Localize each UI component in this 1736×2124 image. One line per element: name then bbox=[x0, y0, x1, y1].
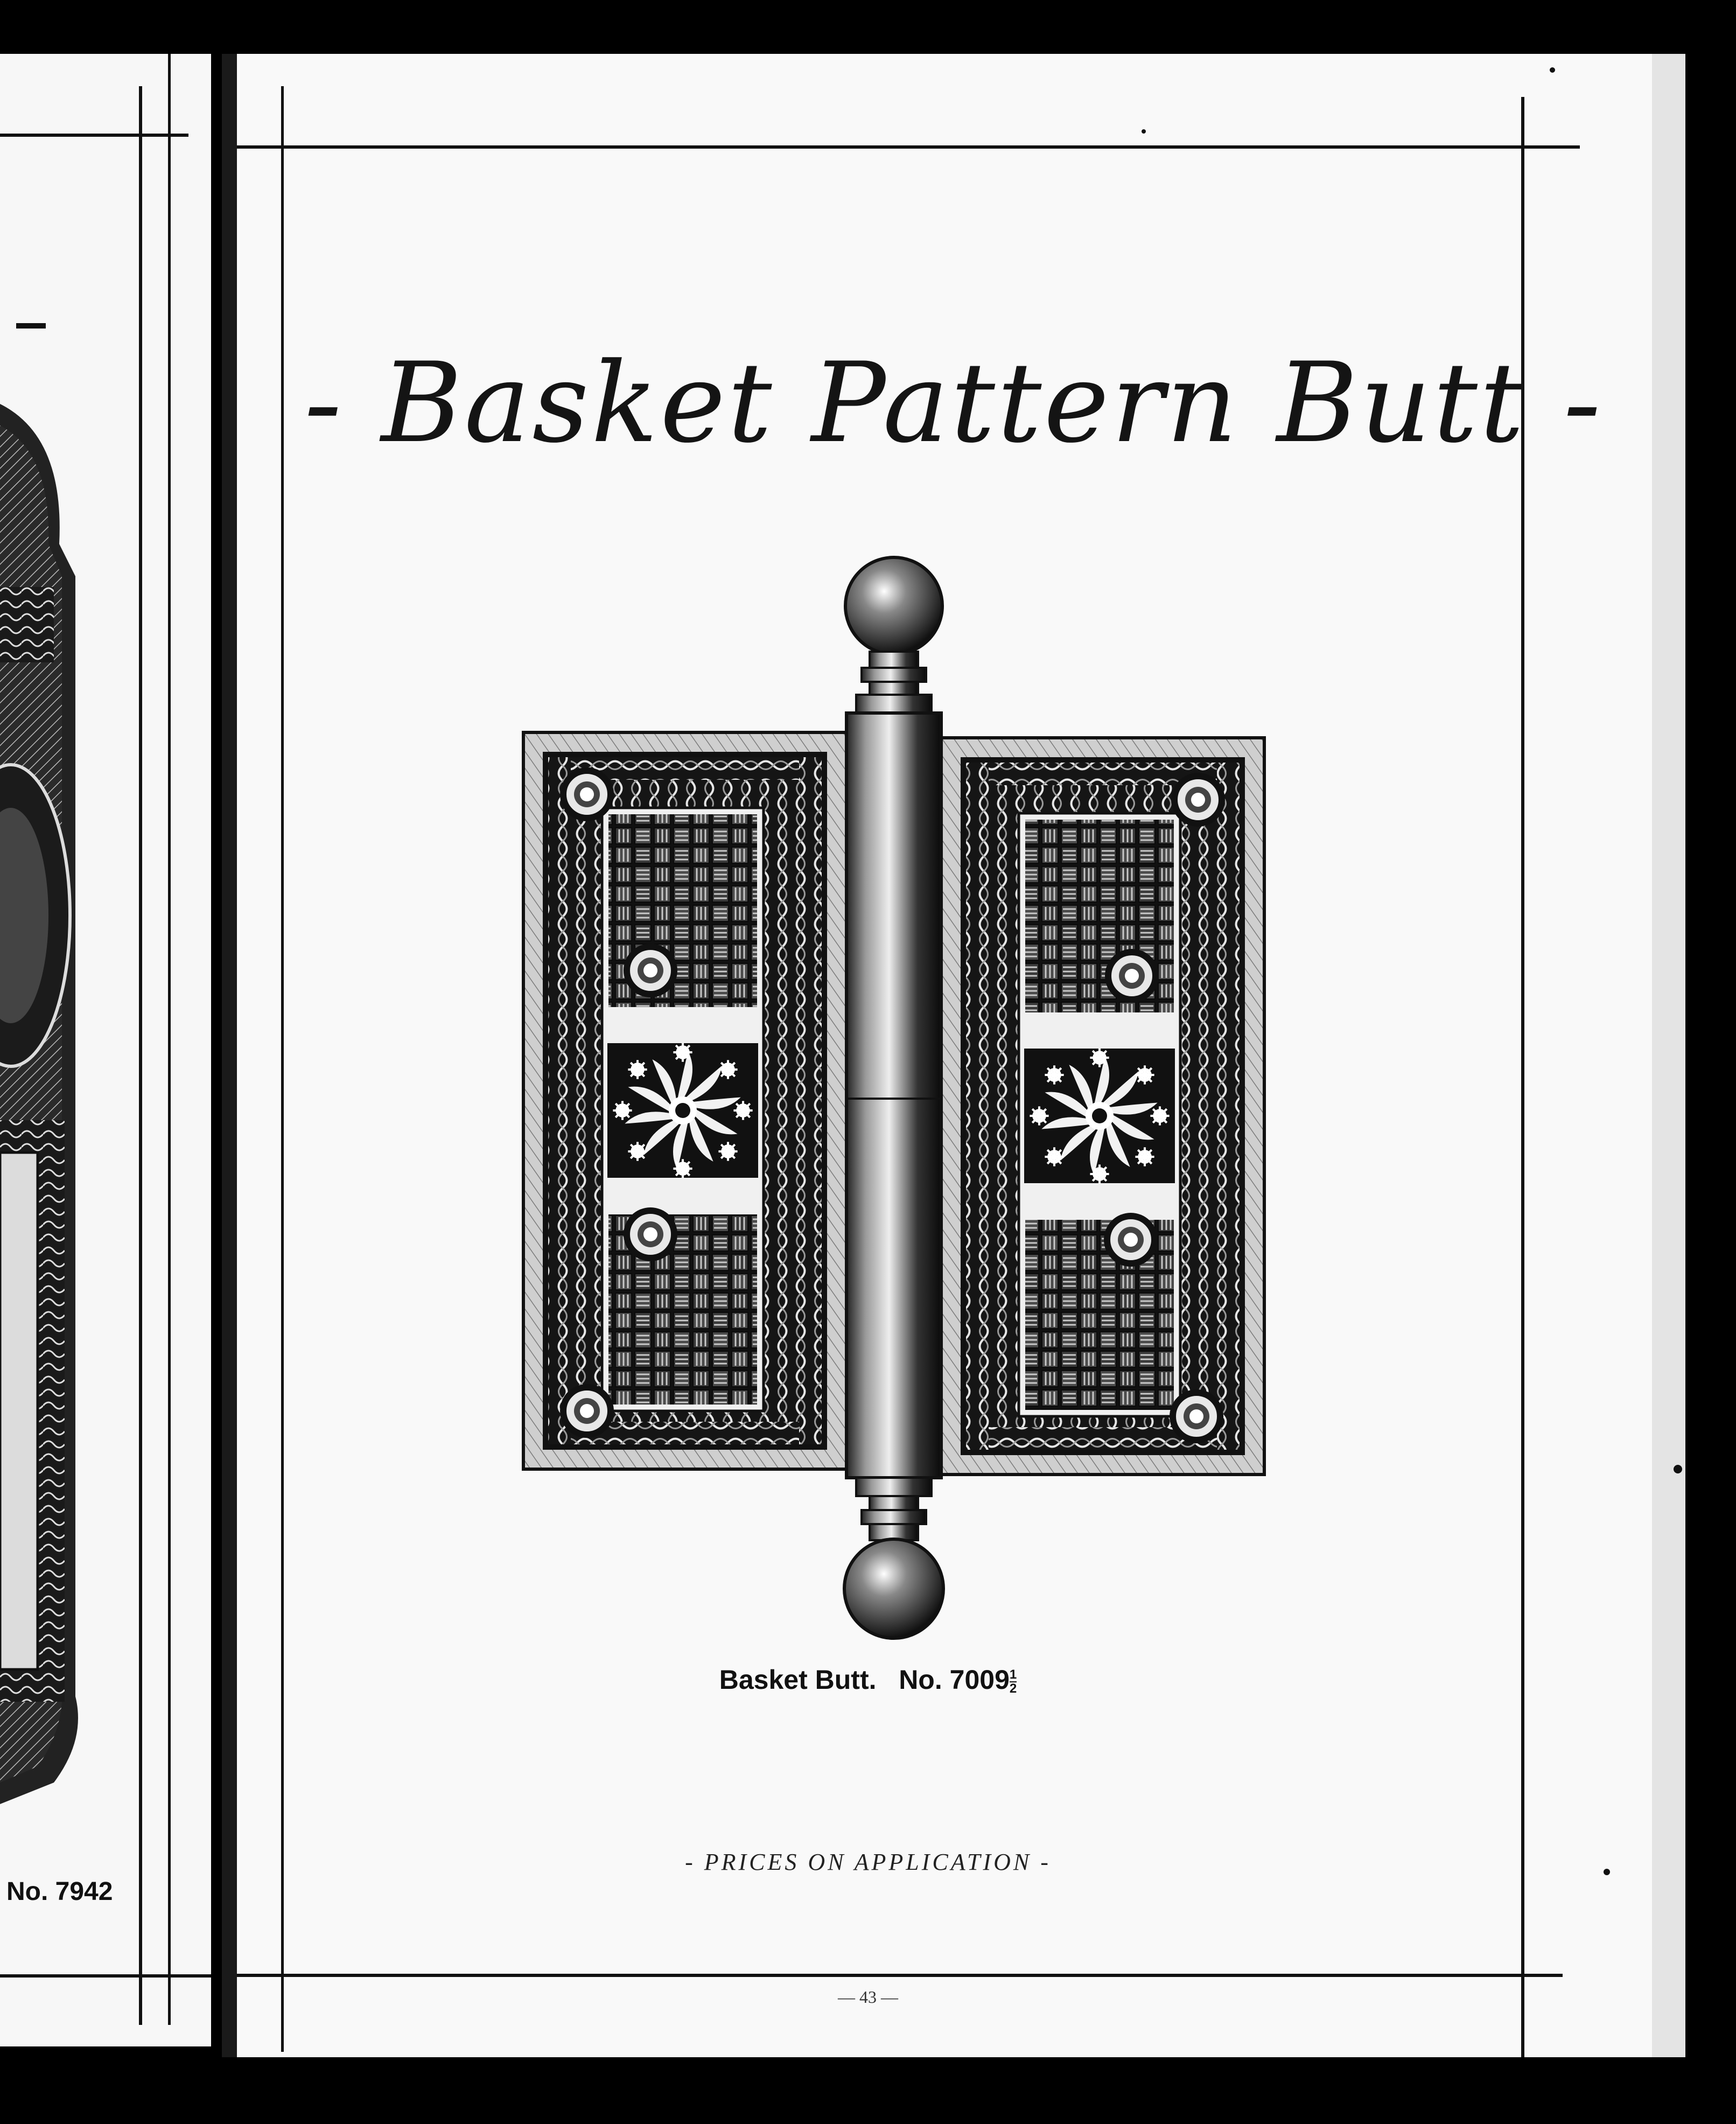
caption-fraction-denominator: 2 bbox=[1009, 1681, 1017, 1696]
caption-number-prefix: No. bbox=[899, 1665, 942, 1695]
scan-speck bbox=[1142, 129, 1146, 134]
caption-fraction-numerator: 1 bbox=[1009, 1667, 1017, 1682]
page-edge-strip bbox=[1652, 54, 1685, 2057]
figure-caption bbox=[0, 1664, 1736, 1695]
left-page-fragment bbox=[0, 54, 211, 2046]
left-page-title-dash bbox=[16, 323, 46, 329]
left-page-border-line bbox=[139, 86, 142, 2025]
page-number: — 43 — bbox=[838, 1987, 898, 2007]
left-page-bottom-rule bbox=[0, 1974, 211, 1978]
page-title: - Basket Pattern Butt - bbox=[304, 339, 1603, 467]
page-top-rule bbox=[234, 145, 1580, 149]
page-bottom-rule bbox=[222, 1974, 1563, 1977]
caption-name: Basket Butt. bbox=[719, 1665, 877, 1695]
scan-speck bbox=[1674, 1465, 1682, 1473]
prices-note: - PRICES ON APPLICATION - bbox=[685, 1849, 1051, 1875]
left-page-border-line-outer bbox=[168, 54, 171, 2025]
scan-speck bbox=[1550, 67, 1555, 73]
hinge-illustration bbox=[517, 555, 1271, 1675]
caption-number: 7009 bbox=[949, 1665, 1010, 1695]
left-page-caption: No. 7942 bbox=[6, 1877, 113, 1906]
left-page-top-rule bbox=[0, 134, 188, 137]
scan-speck bbox=[1604, 1869, 1610, 1875]
escutcheon-plate-illustration bbox=[0, 404, 108, 1804]
